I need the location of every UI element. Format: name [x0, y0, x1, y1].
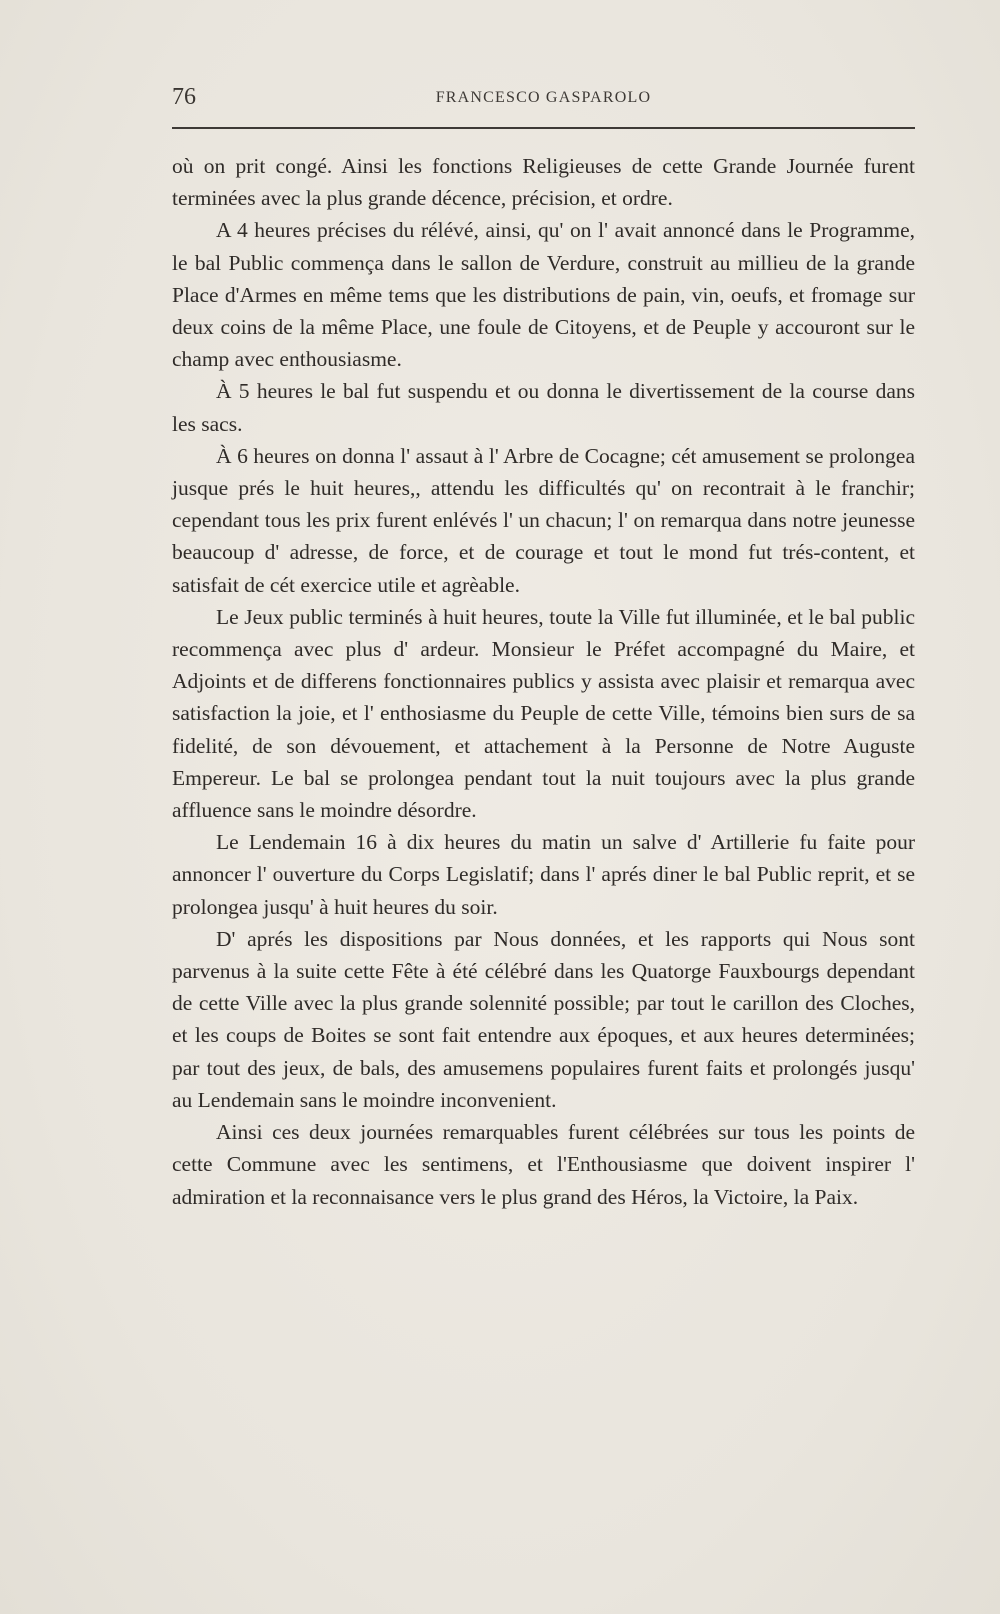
paragraph-7: D' aprés les dispositions par Nous données, et les rapports qui Nous sont parvenus à la suite cette Fête à été célébré dans les Quatorge Fauxbourgs dependant de cette Ville avec la plus grande solennité possible; par tout le carillon des Cloches, et les coups de Boites se sont fait entendre aux époques, et aux heures determinées; par tout des jeux, de bals, des amusemens populaires furent faits et prolongés jusqu' au Lendemain sans le moindre inconvenient.	[172, 926, 915, 1112]
paragraph-1: où on prit congé. Ainsi les fonctions Religieuses de cette Grande Journée furent terminées avec la plus grande décence, précision, et ordre.	[172, 154, 915, 211]
running-head: FRANCESCO GASPAROLO	[435, 89, 652, 106]
paragraph-4: À 6 heures on donna l' assaut à l' Arbre de Cocagne; cét amusement se prolongea jusque prés le huit heures,, attendu les difficultés qu' on recontrait à le franchir; cependant tous les prix furent enlévés l' un chacun; l' on remarqua dans notre jeunesse beaucoup d' adresse, de force, et de courage et tout le mond fut trés-content, et satisfait de cét exercice utile et agrèable.	[172, 443, 915, 597]
paragraph-6: Le Lendemain 16 à dix heures du matin un salve d' Artillerie fu faite pour annoncer l' ouverture du Corps Legislatif; dans l' aprés diner le bal Public reprit, et se prolongea jusqu' à huit heures du soir.	[172, 830, 915, 919]
paragraph-3: À 5 heures le bal fut suspendu et ou donna le divertissement de la course dans les sacs.	[172, 379, 915, 436]
page-header	[172, 84, 915, 114]
page-number: 76	[172, 84, 196, 110]
paragraph-5: Le Jeux public terminés à huit heures, toute la Ville fut illuminée, et le bal public recommença avec plus d' ardeur. Monsieur le Préfet accompagné du Maire, et Adjoints et de differens fonctionnaires publics y assista avec plaisir et remarqua avec satisfaction la joie, et l' enthosiasme du Peuple de cette Ville, témoins bien surs de sa fidelité, de son dévouement, et attachement à la Personne de Notre Auguste Empereur. Le bal se prolongea pendant tout la nuit toujours avec la plus grande affluence sans le moindre désordre.	[172, 604, 915, 823]
body-text	[172, 150, 915, 1213]
header-rule	[172, 127, 915, 129]
paragraph-2: A 4 heures précises du rélévé, ainsi, qu' on l' avait annoncé dans le Programme, le bal Public commença dans le sallon de Verdure, construit au millieu de la grande Place d'Armes en même tems que les distributions de pain, vin, oeufs, et fromage sur deux coins de la même Place, une foule de Citoyens, et de Peuple y accouront sur le champ avec enthousiasme.	[172, 218, 915, 372]
paragraph-8: Ainsi ces deux journées remarquables furent célébrées sur tous les points de cette Commune avec les sentimens, et l'Enthousiasme que doivent inspirer l' admiration et la reconnaisance vers le plus grand des Héros, la Victoire, la Paix.	[172, 1120, 915, 1209]
